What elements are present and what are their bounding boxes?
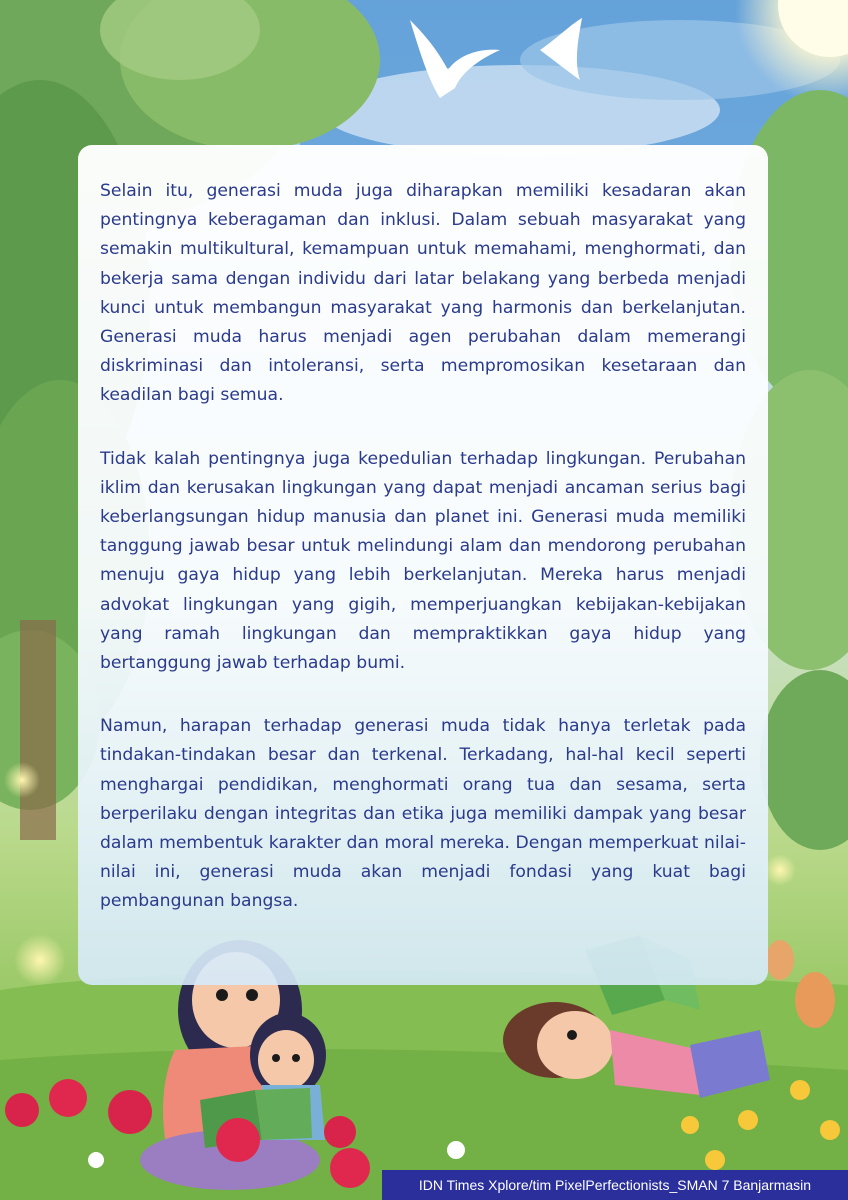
paragraph-values: Namun, harapan terhadap generasi muda tidak hanya terletak pada tindakan-tindakan besar dan terkenal. Terkadang, hal-hal kecil seperti menghargai pendidikan, menghormati orang tua dan sesama, serta berperilaku dengan integritas dan etika juga memiliki dampak yang besar dalam membentuk karakter dan moral mereka. Dengan memperkuat nilai-nilai ini, generasi muda akan menjadi fondasi yang kuat bagi pembangunan bangsa. (100, 716, 746, 912)
content-card (78, 145, 768, 985)
credit-banner: IDN Times Xplore/tim PixelPerfectionists_SMAN 7 Banjarmasin (382, 1170, 848, 1200)
paragraph-diversity: Selain itu, generasi muda juga diharapkan memiliki kesadaran akan pentingnya keberagaman dan inklusi. Dalam sebuah masyarakat yang semakin multikultural, kemampuan untuk memahami, menghormati, dan bekerja sama dengan individu dari latar belakang yang berbeda menjadi kunci untuk membangun masyarakat yang harmonis dan berkelanjutan. Generasi muda harus menjadi agen perubahan dalam memerangi diskriminasi dan intoleransi, serta mempromosikan kesetaraan dan keadilan bagi semua. (100, 181, 746, 406)
paragraph-environment: Tidak kalah pentingnya juga kepedulian terhadap lingkungan. Perubahan iklim dan kerusakan lingkungan yang dapat menjadi ancaman serius bagi keberlangsungan hidup manusia dan planet ini. Generasi muda memiliki tanggung jawab besar untuk melindungi alam dan mendorong perubahan menuju gaya hidup yang lebih berkelanjutan. Mereka harus menjadi advokat lingkungan yang gigih, memperjuangkan kebijakan-kebijakan yang ramah lingkungan dan mempraktikkan gaya hidup yang bertanggung jawab terhadap bumi. (100, 448, 746, 674)
